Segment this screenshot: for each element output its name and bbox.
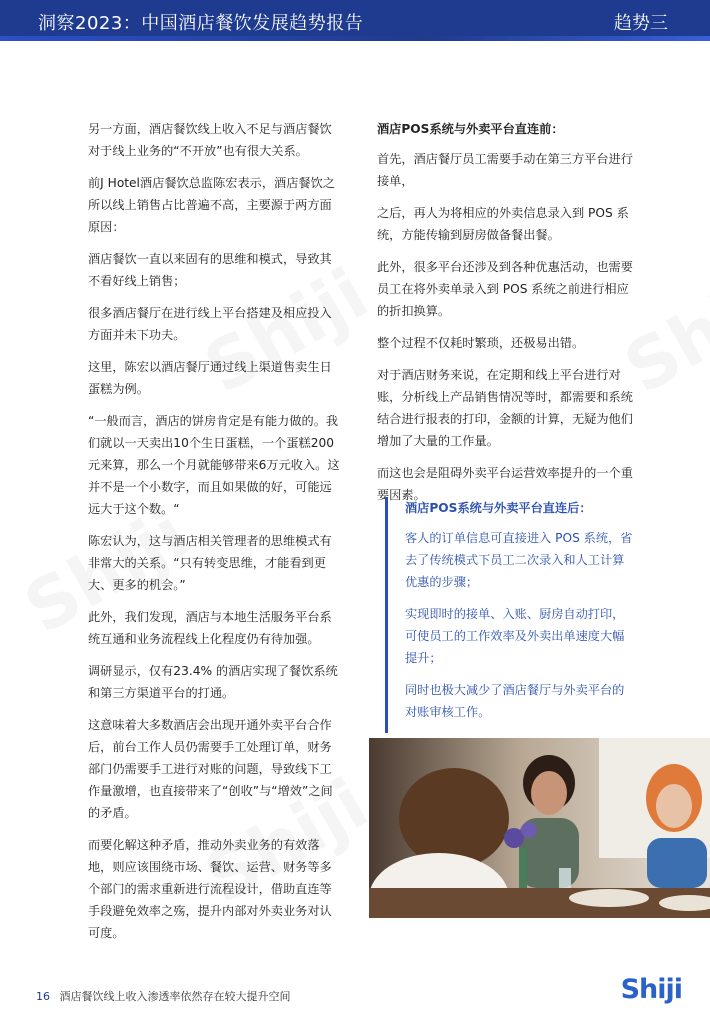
right-paragraph: 此外，很多平台还涉及到各种优惠活动，也需要员工在将外卖单录入到 POS 系统之前进行相应的折扣换算。 [377,260,633,318]
report-title: 洞察2023：中国酒店餐饮发展趋势报告 [38,13,364,34]
section-label: 趋势三 [614,13,668,34]
page-number: 16 [36,990,50,1003]
callout-paragraph: 客人的订单信息可直接进入 POS 系统，省去了传统模式下员工二次录入和人工计算优惠的步骤； [405,531,633,589]
callout-paragraph: 同时也极大减少了酒店餐厅与外卖平台的对账审核工作。 [405,683,625,719]
page-header [0,0,710,40]
right-paragraph: 对于酒店财务来说，在定期和线上平台进行对账，分析线上产品销售情况等时，都需要和系统结合进行报表的打印，金额的计算，无疑为他们增加了大量的工作量。 [377,368,633,448]
dining-photo [369,738,710,918]
left-paragraph: 另一方面，酒店餐饮线上收入不足与酒店餐饮对于线上业务的“不开放”也有很大关系。 [88,122,332,158]
shiji-logo: Shiji [620,974,682,1005]
left-paragraph: 这意味着大多数酒店会出现开通外卖平台合作后，前台工作人员仍需要手工处理订单，财务部门仍需要手工进行对账的问题，导致线下工作量激增，也直接带来了“创收”与“增效”之间的矛盾。 [88,718,333,820]
callout-box [385,497,635,733]
callout-heading: 酒店POS系统与外卖平台直连后： [405,501,592,515]
right-paragraph: 而这也会是阻碍外卖平台运营效率提升的一个重要因素。 [377,466,633,502]
callout-paragraph: 实现即时的接单、入账、厨房自动打印，可使员工的工作效率及外卖出单速度大幅提升； [405,607,625,665]
left-paragraph: 前J Hotel酒店餐饮总监陈宏表示，酒店餐饮之所以线上销售占比普遍不高，主要源于两方面原因： [88,176,335,234]
left-paragraph: 此外，我们发现，酒店与本地生活服务平台系统互通和业务流程线上化程度仍有待加强。 [88,610,332,646]
left-paragraph: 酒店餐饮一直以来固有的思维和模式，导致其不看好线上销售； [88,252,332,288]
right-paragraph: 整个过程不仅耗时繁琐，还极易出错。 [377,336,585,350]
right-column [377,118,635,516]
right-heading: 酒店POS系统与外卖平台直连前： [377,122,564,136]
left-column [88,118,340,954]
left-paragraph: 很多酒店餐厅在进行线上平台搭建及相应投入方面并未下功夫。 [88,306,332,342]
dining-photo-illustration [369,738,710,918]
left-paragraph: 陈宏认为，这与酒店相关管理者的思维模式有非常大的关系。“只有转变思维，才能看到更大、更多的机会。” [88,534,332,592]
left-paragraph: 而要化解这种矛盾，推动外卖业务的有效落地，则应该围绕市场、餐饮、运营、财务等多个部门的需求重新进行流程设计，借助直连等手段避免效率之殇，提升内部对外卖业务对认可度。 [88,838,332,940]
left-paragraph: “一般而言，酒店的饼房肯定是有能力做的。我们就以一天卖出10个生日蛋糕，一个蛋糕200元来算，那么一个月就能够带来6万元收入。这并不是一个小数字，而且如果做的好，可能远远大于这个数。“ [88,414,340,516]
right-paragraph: 之后，再人为将相应的外卖信息录入到 POS 系统，方能传输到厨房做备餐出餐。 [377,206,629,242]
page-footer [36,988,291,1004]
right-paragraph: 首先，酒店餐厅员工需要手动在第三方平台进行接单， [377,152,633,188]
header-accent-bar [0,36,710,41]
left-paragraph: 调研显示，仅有23.4% 的酒店实现了餐饮系统和第三方渠道平台的打通。 [88,664,338,700]
footer-caption: 酒店餐饮线上收入渗透率依然存在较大提升空间 [59,990,291,1003]
left-paragraph: 这里，陈宏以酒店餐厅通过线上渠道售卖生日蛋糕为例。 [88,360,332,396]
